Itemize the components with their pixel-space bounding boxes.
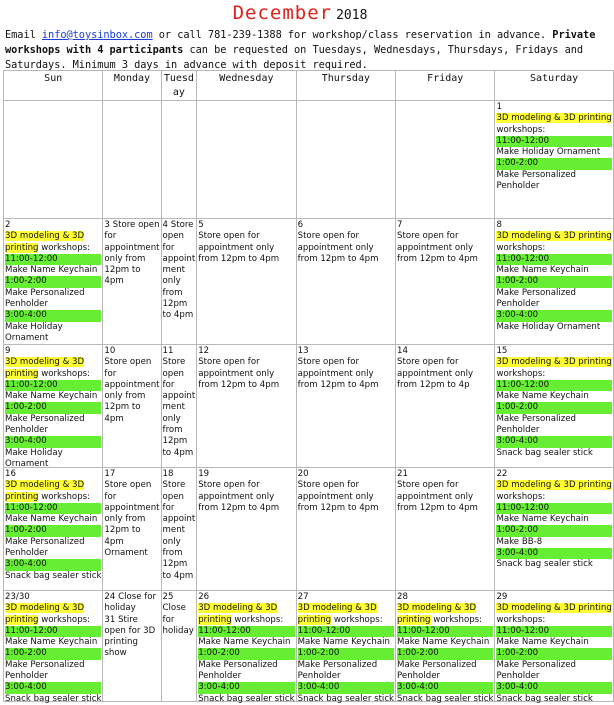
time-slot: 3:00-4:00 bbox=[5, 559, 101, 570]
day-cell bbox=[161, 591, 197, 702]
entry-suffix: workshops: bbox=[38, 242, 91, 253]
time-slot: 3:00-4:00 bbox=[397, 682, 493, 693]
entry-text: Store open for appointment only from 12pm to 4pm bbox=[397, 231, 478, 264]
entry-line bbox=[198, 603, 294, 614]
workshop-title: 3D modeling & 3D bbox=[5, 231, 85, 242]
time-slot: 3:00-4:00 bbox=[298, 682, 394, 693]
workshop-title: printing bbox=[5, 242, 39, 253]
entry-text: Make Holiday Ornament bbox=[5, 321, 63, 343]
entry-text: Snack bag sealer stick bbox=[496, 693, 593, 704]
workshop-title: 3D modeling & 3D printing bbox=[496, 231, 612, 242]
time-slot: 1:00-2:00 bbox=[496, 648, 611, 659]
entry-line bbox=[5, 682, 101, 693]
day-cell bbox=[396, 345, 495, 468]
day-cell bbox=[103, 468, 161, 591]
entry-text: Store open for appointment only from 12pm to 4pm bbox=[297, 231, 379, 264]
entry-text: Make Name Keychain bbox=[297, 637, 390, 648]
workshop-title: 3D modeling & 3D bbox=[397, 603, 477, 614]
entry-line bbox=[298, 615, 394, 626]
entry-line bbox=[496, 113, 611, 124]
entry-text: Make Name Keychain bbox=[5, 265, 98, 276]
intro-paragraph bbox=[5, 28, 597, 73]
day-number: 9 bbox=[5, 346, 11, 356]
time-slot: 11:00-12:00 bbox=[5, 380, 101, 391]
day-number: 10 bbox=[104, 346, 116, 356]
day-cell bbox=[296, 591, 395, 702]
time-slot: 3:00-4:00 bbox=[496, 310, 611, 321]
entry-line bbox=[496, 402, 611, 413]
day-cell bbox=[4, 468, 103, 591]
entry-line bbox=[496, 626, 611, 637]
entry-line bbox=[496, 310, 611, 321]
entry-line bbox=[496, 357, 611, 368]
entry-text: Make Name Keychain bbox=[397, 637, 490, 648]
time-slot: 11:00-12:00 bbox=[5, 626, 101, 637]
entry-line bbox=[496, 158, 611, 169]
entry-line bbox=[5, 310, 101, 321]
entry-line bbox=[198, 626, 294, 637]
entry-text: workshops: bbox=[496, 491, 546, 502]
time-slot: 1:00-2:00 bbox=[496, 402, 611, 413]
entry-text: 31 Stire open for 3D printing show bbox=[104, 614, 156, 659]
day-cell bbox=[495, 591, 613, 702]
entry-text: Store open for appointment only from 12pm to 4pm bbox=[198, 231, 280, 264]
day-cell bbox=[197, 468, 296, 591]
week-row bbox=[4, 345, 614, 468]
day-number: 8 bbox=[496, 220, 502, 230]
week-row bbox=[4, 219, 614, 345]
entry-line bbox=[5, 648, 101, 659]
entry-text: Snack bag sealer stick bbox=[5, 570, 102, 581]
entry-line bbox=[5, 357, 101, 368]
entry-text: Store open for appointment only from 12pm to 4pm bbox=[198, 357, 280, 390]
day-number: 27 bbox=[297, 592, 309, 602]
entry-text: Snack bag sealer stick bbox=[496, 447, 593, 458]
entry-line bbox=[496, 254, 611, 265]
entry-text: Snack bag sealer stick bbox=[297, 693, 395, 704]
time-slot: 1:00-2:00 bbox=[5, 276, 101, 287]
day-number: 22 bbox=[496, 469, 508, 479]
day-cell bbox=[296, 345, 395, 468]
entry-text: Store open for appointment only from 12pm to 4pm bbox=[198, 480, 280, 513]
entry-line bbox=[496, 480, 611, 491]
entry-text: 4 Store open for appoint ment only from 12pm to 4pm bbox=[162, 220, 196, 321]
entry-line bbox=[397, 615, 493, 626]
entry-text: Make Personalized Penholder bbox=[297, 659, 378, 682]
day-cell bbox=[4, 591, 103, 702]
day-cell bbox=[161, 468, 197, 591]
month-name: December bbox=[232, 2, 333, 24]
day-cell bbox=[495, 219, 613, 345]
day-cell bbox=[396, 468, 495, 591]
entry-line bbox=[5, 603, 101, 614]
day-header: Thursday bbox=[296, 71, 395, 101]
day-cell bbox=[495, 345, 613, 468]
workshop-title: printing bbox=[198, 614, 232, 625]
day-number: 13 bbox=[297, 346, 309, 356]
time-slot: 11:00-12:00 bbox=[5, 503, 101, 514]
time-slot: 11:00-12:00 bbox=[198, 626, 294, 637]
entry-text: Make Personalized Penholder bbox=[198, 659, 278, 682]
workshop-title: 3D modeling & 3D printing bbox=[496, 480, 612, 491]
day-number: 6 bbox=[297, 220, 304, 230]
entry-suffix: workshops: bbox=[430, 614, 483, 625]
day-number: 16 bbox=[5, 469, 16, 479]
entry-line bbox=[298, 626, 394, 637]
entry-line bbox=[5, 480, 101, 491]
entry-text: Store open for appoint ment only from 12pm to 4pm bbox=[162, 357, 196, 458]
day-number: 26 bbox=[198, 592, 210, 602]
day-header: Saturday bbox=[495, 71, 613, 101]
entry-text: Make Personalized Penholder bbox=[496, 287, 576, 310]
entry-line bbox=[397, 682, 493, 693]
entry-text: Make Name Keychain bbox=[5, 637, 98, 648]
day-cell bbox=[396, 101, 495, 219]
entry-line bbox=[5, 615, 101, 626]
entry-line bbox=[397, 648, 493, 659]
entry-line bbox=[5, 243, 101, 254]
entry-text: Make Personalized Penholder bbox=[496, 413, 576, 436]
entry-text: Make Holiday Ornament bbox=[5, 447, 63, 469]
workshop-title: 3D modeling & 3D bbox=[297, 603, 377, 614]
time-slot: 3:00-4:00 bbox=[496, 682, 611, 693]
day-cell bbox=[296, 468, 395, 591]
day-cell bbox=[495, 468, 613, 591]
time-slot: 3:00-4:00 bbox=[496, 436, 611, 447]
workshop-title: 3D modeling & 3D bbox=[5, 603, 85, 614]
day-cell bbox=[197, 101, 296, 219]
time-slot: 1:00-2:00 bbox=[198, 648, 294, 659]
entry-line bbox=[5, 525, 101, 536]
time-slot: 3:00-4:00 bbox=[5, 682, 101, 693]
entry-text: Store open for appointment only from 12pm to 4p bbox=[397, 357, 474, 390]
day-cell bbox=[161, 345, 197, 468]
entry-line bbox=[496, 648, 611, 659]
entry-line bbox=[496, 503, 611, 514]
calendar-grid bbox=[3, 70, 614, 702]
time-slot: 1:00-2:00 bbox=[496, 525, 611, 536]
day-header: Wednesday bbox=[197, 71, 296, 101]
time-slot: 1:00-2:00 bbox=[5, 648, 101, 659]
workshop-title: printing bbox=[5, 368, 39, 379]
day-cell bbox=[161, 101, 197, 219]
workshop-title: printing bbox=[297, 614, 332, 625]
entry-line bbox=[496, 380, 611, 391]
entry-line bbox=[5, 503, 101, 514]
day-number: 12 bbox=[198, 346, 210, 356]
week-row bbox=[4, 591, 614, 702]
entry-suffix: workshops: bbox=[38, 491, 91, 502]
entry-line bbox=[298, 648, 394, 659]
day-cell bbox=[197, 591, 296, 702]
time-slot: 1:00-2:00 bbox=[298, 648, 394, 659]
entry-text: Make Name Keychain bbox=[496, 637, 589, 648]
time-slot: 1:00-2:00 bbox=[5, 525, 101, 536]
day-number: 15 bbox=[496, 346, 508, 356]
entry-suffix: workshops: bbox=[331, 614, 383, 625]
entry-line bbox=[298, 682, 394, 693]
intro-text-pre: Email bbox=[5, 29, 42, 41]
time-slot: 11:00-12:00 bbox=[5, 254, 101, 265]
time-slot: 11:00-12:00 bbox=[397, 626, 493, 637]
entry-line bbox=[5, 559, 101, 570]
day-number: 23/30 bbox=[5, 592, 30, 602]
entry-text: workshops: bbox=[496, 242, 546, 253]
entry-text: workshops: bbox=[496, 368, 546, 379]
day-cell bbox=[103, 345, 161, 468]
private-workshops-note: Private workshops with 4 participants bbox=[5, 29, 596, 56]
entry-suffix: workshops: bbox=[38, 614, 91, 625]
time-slot: 3:00-4:00 bbox=[198, 682, 294, 693]
time-slot: 11:00-12:00 bbox=[496, 503, 611, 514]
entry-text: Snack bag sealer stick bbox=[496, 559, 593, 570]
workshop-title: 3D modeling & 3D printing bbox=[496, 357, 612, 368]
day-cell bbox=[103, 101, 161, 219]
day-number: 18 bbox=[162, 469, 174, 479]
day-number: 7 bbox=[397, 220, 403, 230]
entry-text: Snack bag sealer stick bbox=[198, 693, 295, 704]
time-slot: 1:00-2:00 bbox=[496, 158, 611, 169]
entry-line bbox=[397, 626, 493, 637]
day-cell bbox=[4, 101, 103, 219]
day-header: Monday bbox=[103, 71, 161, 101]
workshop-title: printing bbox=[397, 614, 431, 625]
intro-text-mid: or call 781-239-1388 for workshop/class reservation in advance. bbox=[152, 29, 553, 41]
entry-text: Store open for appointment only from 12pm to 4pm Ornament bbox=[104, 480, 160, 559]
entry-text: Make Holiday Ornament bbox=[496, 147, 601, 158]
entry-line bbox=[198, 648, 294, 659]
entry-text: Store open for appointment only from 12pm to 4pm bbox=[104, 357, 160, 424]
entry-line bbox=[298, 603, 394, 614]
day-number: 1 bbox=[496, 102, 502, 112]
entry-text: Make Name Keychain bbox=[496, 514, 589, 525]
day-cell bbox=[495, 101, 613, 219]
workshop-title: 3D modeling & 3D printing bbox=[496, 603, 612, 614]
day-cell bbox=[296, 101, 395, 219]
entry-text: Store open for appointment only from 12pm to 4pm bbox=[297, 357, 379, 390]
entry-text: Make Name Keychain bbox=[5, 391, 98, 402]
day-cell bbox=[103, 219, 161, 345]
time-slot: 3:00-4:00 bbox=[5, 436, 101, 447]
entry-text: Make Name Keychain bbox=[198, 637, 291, 648]
entry-text: Snack bag sealer stick bbox=[5, 693, 102, 704]
entry-text: Snack bag sealer stick bbox=[397, 693, 494, 704]
time-slot: 11:00-12:00 bbox=[496, 380, 611, 391]
entry-line bbox=[5, 380, 101, 391]
day-number: 11 bbox=[162, 346, 174, 356]
day-cell bbox=[4, 345, 103, 468]
day-cell bbox=[197, 345, 296, 468]
day-number: 20 bbox=[297, 469, 309, 479]
day-header: Friday bbox=[396, 71, 495, 101]
day-cell bbox=[296, 219, 395, 345]
entry-line bbox=[5, 626, 101, 637]
email-link[interactable]: info@toysinbox.com bbox=[41, 29, 153, 41]
entry-text: workshops: bbox=[496, 614, 546, 625]
day-number: 21 bbox=[397, 469, 408, 479]
entry-text: Make Name Keychain bbox=[496, 265, 589, 276]
entry-text: 25 Close for holiday bbox=[162, 592, 194, 636]
day-number: 5 bbox=[198, 220, 204, 230]
day-cell bbox=[396, 591, 495, 702]
entry-line bbox=[496, 603, 611, 614]
entry-line bbox=[5, 402, 101, 413]
entry-line bbox=[5, 231, 101, 242]
entry-text: Make Name Keychain bbox=[496, 391, 589, 402]
intro-text-rest: can be requested on Tuesdays, Wednesdays, Thursdays, Fridays and Saturdays. Minimum 3 days in advance with deposit required. bbox=[5, 44, 584, 71]
entry-line bbox=[5, 369, 101, 380]
entry-text: Make Personalized Penholder bbox=[496, 659, 576, 682]
workshop-title: 3D modeling & 3D printing bbox=[496, 113, 612, 124]
day-header: Tuesd ay bbox=[161, 71, 197, 101]
entry-text: Store open for appointment only from 12pm to 4pm bbox=[397, 480, 478, 513]
entry-line bbox=[496, 548, 611, 559]
workshop-title: 3D modeling & 3D bbox=[198, 603, 278, 614]
entry-line bbox=[5, 254, 101, 265]
entry-line bbox=[198, 682, 294, 693]
entry-text: Make Personalized Penholder bbox=[5, 659, 85, 682]
time-slot: 3:00-4:00 bbox=[496, 548, 611, 559]
week-row bbox=[4, 101, 614, 219]
entry-suffix: workshops: bbox=[38, 368, 91, 379]
week-row bbox=[4, 468, 614, 591]
day-header: Sun bbox=[4, 71, 103, 101]
day-cell bbox=[4, 219, 103, 345]
day-number: 29 bbox=[496, 592, 508, 602]
entry-line bbox=[496, 525, 611, 536]
entry-suffix: workshops: bbox=[231, 614, 284, 625]
day-cell bbox=[396, 219, 495, 345]
time-slot: 3:00-4:00 bbox=[5, 310, 101, 321]
workshop-title: printing bbox=[5, 614, 39, 625]
year: 2018 bbox=[336, 8, 368, 23]
time-slot: 11:00-12:00 bbox=[496, 136, 611, 147]
entry-text: Make Holiday Ornament bbox=[496, 321, 601, 332]
entry-line bbox=[5, 276, 101, 287]
entry-text: Make Name Keychain bbox=[5, 514, 98, 525]
entry-text: Make Personalized Penholder bbox=[5, 287, 85, 310]
entry-text: Make Personalized Penholder bbox=[5, 536, 85, 559]
time-slot: 11:00-12:00 bbox=[496, 626, 611, 637]
entry-text: Make Personalized Penholder bbox=[397, 659, 477, 682]
entry-line bbox=[5, 436, 101, 447]
day-cell bbox=[161, 219, 197, 345]
entry-text: Make Personalized Penholder bbox=[5, 413, 85, 436]
entry-text: 3 Store open for appointment only from 12pm to 4pm bbox=[104, 220, 160, 287]
time-slot: 11:00-12:00 bbox=[496, 254, 611, 265]
entry-line bbox=[496, 276, 611, 287]
day-number: 17 bbox=[104, 469, 116, 479]
workshop-title: 3D modeling & 3D bbox=[5, 357, 85, 368]
time-slot: 1:00-2:00 bbox=[397, 648, 493, 659]
workshop-title: printing bbox=[5, 491, 39, 502]
entry-line bbox=[5, 492, 101, 503]
weekday-header-row bbox=[4, 71, 614, 101]
time-slot: 1:00-2:00 bbox=[5, 402, 101, 413]
entry-line bbox=[496, 682, 611, 693]
calendar-title bbox=[0, 2, 600, 24]
entry-text: 24 Close for holiday bbox=[104, 592, 157, 614]
entry-line bbox=[496, 436, 611, 447]
entry-text: Store open for appoint ment only from 12pm to 4pm bbox=[162, 480, 196, 581]
entry-text: Make Personalized Penholder bbox=[496, 169, 576, 192]
entry-line bbox=[397, 603, 493, 614]
day-number: 2 bbox=[5, 220, 11, 230]
day-number: 14 bbox=[397, 346, 408, 356]
day-cell bbox=[103, 591, 161, 702]
entry-text: Make BB-8 bbox=[496, 536, 543, 547]
time-slot: 1:00-2:00 bbox=[496, 276, 611, 287]
entry-text: Store open for appointment only from 12pm to 4pm bbox=[297, 480, 379, 513]
day-cell bbox=[197, 219, 296, 345]
workshop-title: 3D modeling & 3D bbox=[5, 480, 85, 491]
time-slot: 11:00-12:00 bbox=[298, 626, 394, 637]
day-number: 19 bbox=[198, 469, 210, 479]
entry-line bbox=[198, 615, 294, 626]
day-number: 28 bbox=[397, 592, 408, 602]
entry-line bbox=[496, 136, 611, 147]
entry-text: workshops: bbox=[496, 124, 546, 135]
entry-line bbox=[496, 231, 611, 242]
